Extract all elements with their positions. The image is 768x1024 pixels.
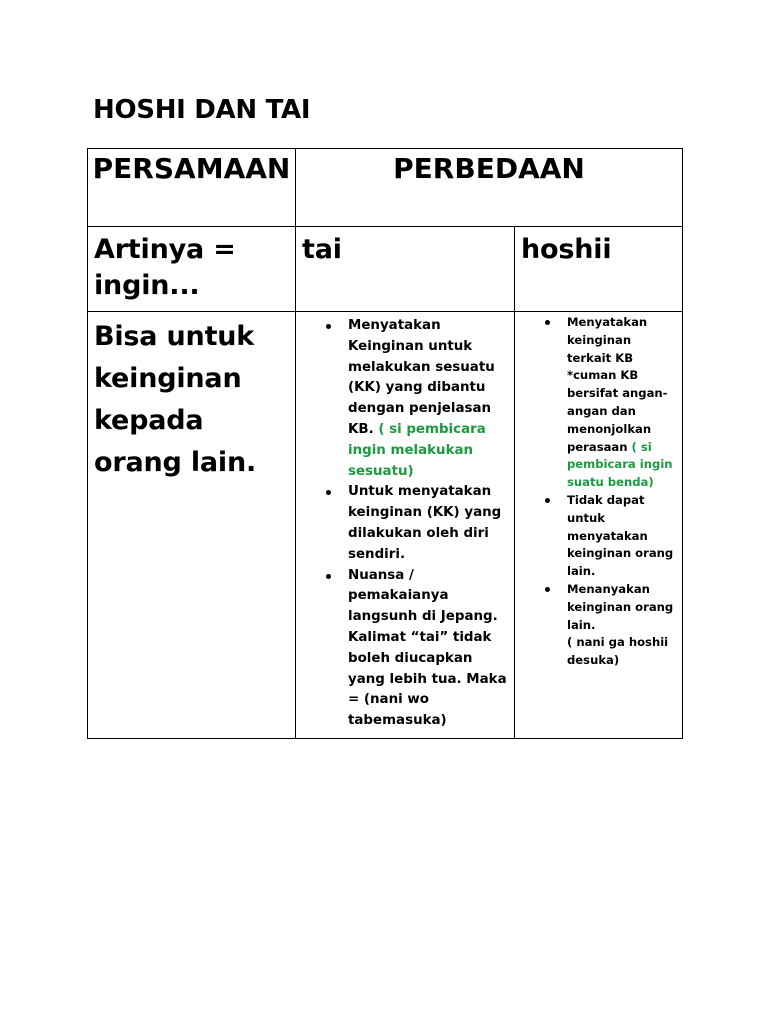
bullet-text: Tidak dapat untuk menyatakan keinginan orang lain. xyxy=(567,492,674,579)
list-item xyxy=(348,482,510,565)
table-row-meaning xyxy=(88,227,683,312)
bullet-text: Untuk menyatakan keinginan (KK) yang dilakukan oleh diri sendiri. xyxy=(348,484,502,562)
header-perbedaan: PERBEDAAN xyxy=(296,149,683,227)
meaning-text: Artinya = ingin... xyxy=(94,234,236,301)
cell-meaning xyxy=(88,227,296,312)
bullet-text: Menyatakan keinginan terkait KB *cuman KB bersifat angan-angan dan menonjolkan perasaan xyxy=(567,315,668,454)
list-item xyxy=(348,316,510,482)
bullet-text: Menanyakan keinginan orang lain. xyxy=(567,581,674,632)
table-header-row xyxy=(88,149,683,227)
tai-label: tai xyxy=(302,234,342,265)
example-question: ( nani ga hoshii desuka) xyxy=(567,635,669,668)
comparison-table xyxy=(87,148,683,739)
similarity-text: Bisa untuk keinginan kepada orang lain. xyxy=(94,321,257,478)
list-item xyxy=(567,314,678,492)
header-persamaan: PERSAMAAN xyxy=(88,149,296,227)
cell-similarity xyxy=(88,312,296,739)
bullet-note: ( si pembicara ingin melakukan sesuatu) xyxy=(348,421,486,479)
cell-tai-details xyxy=(296,312,515,739)
tai-bullet-list xyxy=(296,312,514,738)
bullet-text: Menyatakan Keinginan untuk melakukan sesuatu (KK) yang dibantu dengan penjelasan KB. xyxy=(348,318,495,437)
hoshii-label: hoshii xyxy=(521,234,612,265)
list-item xyxy=(567,581,678,670)
list-item xyxy=(348,566,510,732)
cell-hoshii-label xyxy=(515,227,683,312)
hoshii-bullet-list xyxy=(515,312,682,676)
table-row-details xyxy=(88,312,683,739)
cell-tai-label xyxy=(296,227,515,312)
bullet-text: Nuansa / pemakaianya langsunh di Jepang. Kalimat “tai” tidak boleh diucapkan yang lebih tua. Maka = (nani wo tabemasuka) xyxy=(348,567,507,729)
cell-hoshii-details xyxy=(515,312,683,739)
bullet-note: ( si pembicara ingin suatu benda) xyxy=(567,439,673,490)
list-item xyxy=(567,492,678,581)
document-title: HOSHI DAN TAI xyxy=(93,95,311,125)
